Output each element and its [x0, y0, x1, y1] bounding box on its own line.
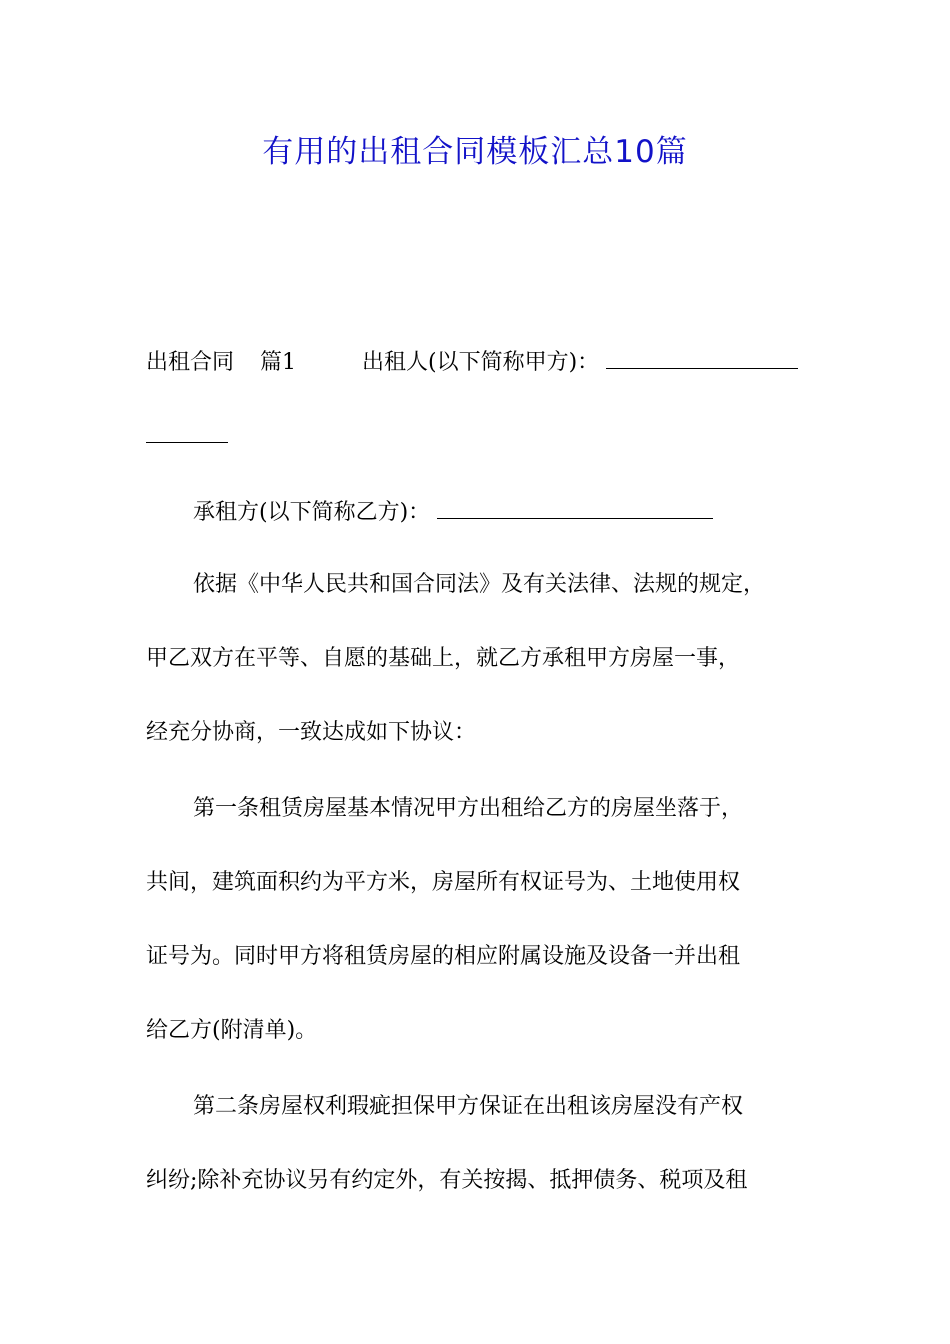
lessor-line [146, 346, 826, 378]
paragraph2-line4: 给乙方(附清单)。 [146, 1018, 318, 1043]
lessor-blank [606, 346, 798, 369]
paragraph3-line2: 纠纷;除补充协议另有约定外，有关按揭、抵押债务、税项及租 [146, 1168, 748, 1193]
lessor-label: 出租人(以下简称甲方)： [362, 350, 600, 375]
paragraph3-line1: 第二条房屋权利瑕疵担保甲方保证在出租该房屋没有产权 [193, 1094, 744, 1119]
lessee-blank [437, 496, 713, 519]
paragraph1-line3: 经充分协商，一致达成如下协议： [146, 720, 477, 745]
paragraph1-line1: 依据《中华人民共和国合同法》及有关法律、法规的规定， [193, 572, 766, 597]
paragraph2-line2: 共间，建筑面积约为平方米，房屋所有权证号为、土地使用权 [146, 870, 741, 895]
lessee-line [193, 496, 873, 528]
lessee-label: 承租方(以下简称乙方)： [193, 500, 431, 525]
paragraph1-line2: 甲乙双方在平等、自愿的基础上，就乙方承租甲方房屋一事， [146, 646, 741, 671]
document-title: 有用的出租合同模板汇总10篇 [262, 134, 688, 170]
lessor-blank-continued [146, 420, 228, 443]
lessor-blank-continued-line [146, 420, 826, 452]
heading-part: 篇1 [260, 350, 297, 375]
paragraph2-line1: 第一条租赁房屋基本情况甲方出租给乙方的房屋坐落于， [193, 796, 744, 821]
heading-label: 出租合同 [146, 350, 235, 375]
paragraph2-line3: 证号为。同时甲方将租赁房屋的相应附属设施及设备一并出租 [146, 944, 741, 969]
